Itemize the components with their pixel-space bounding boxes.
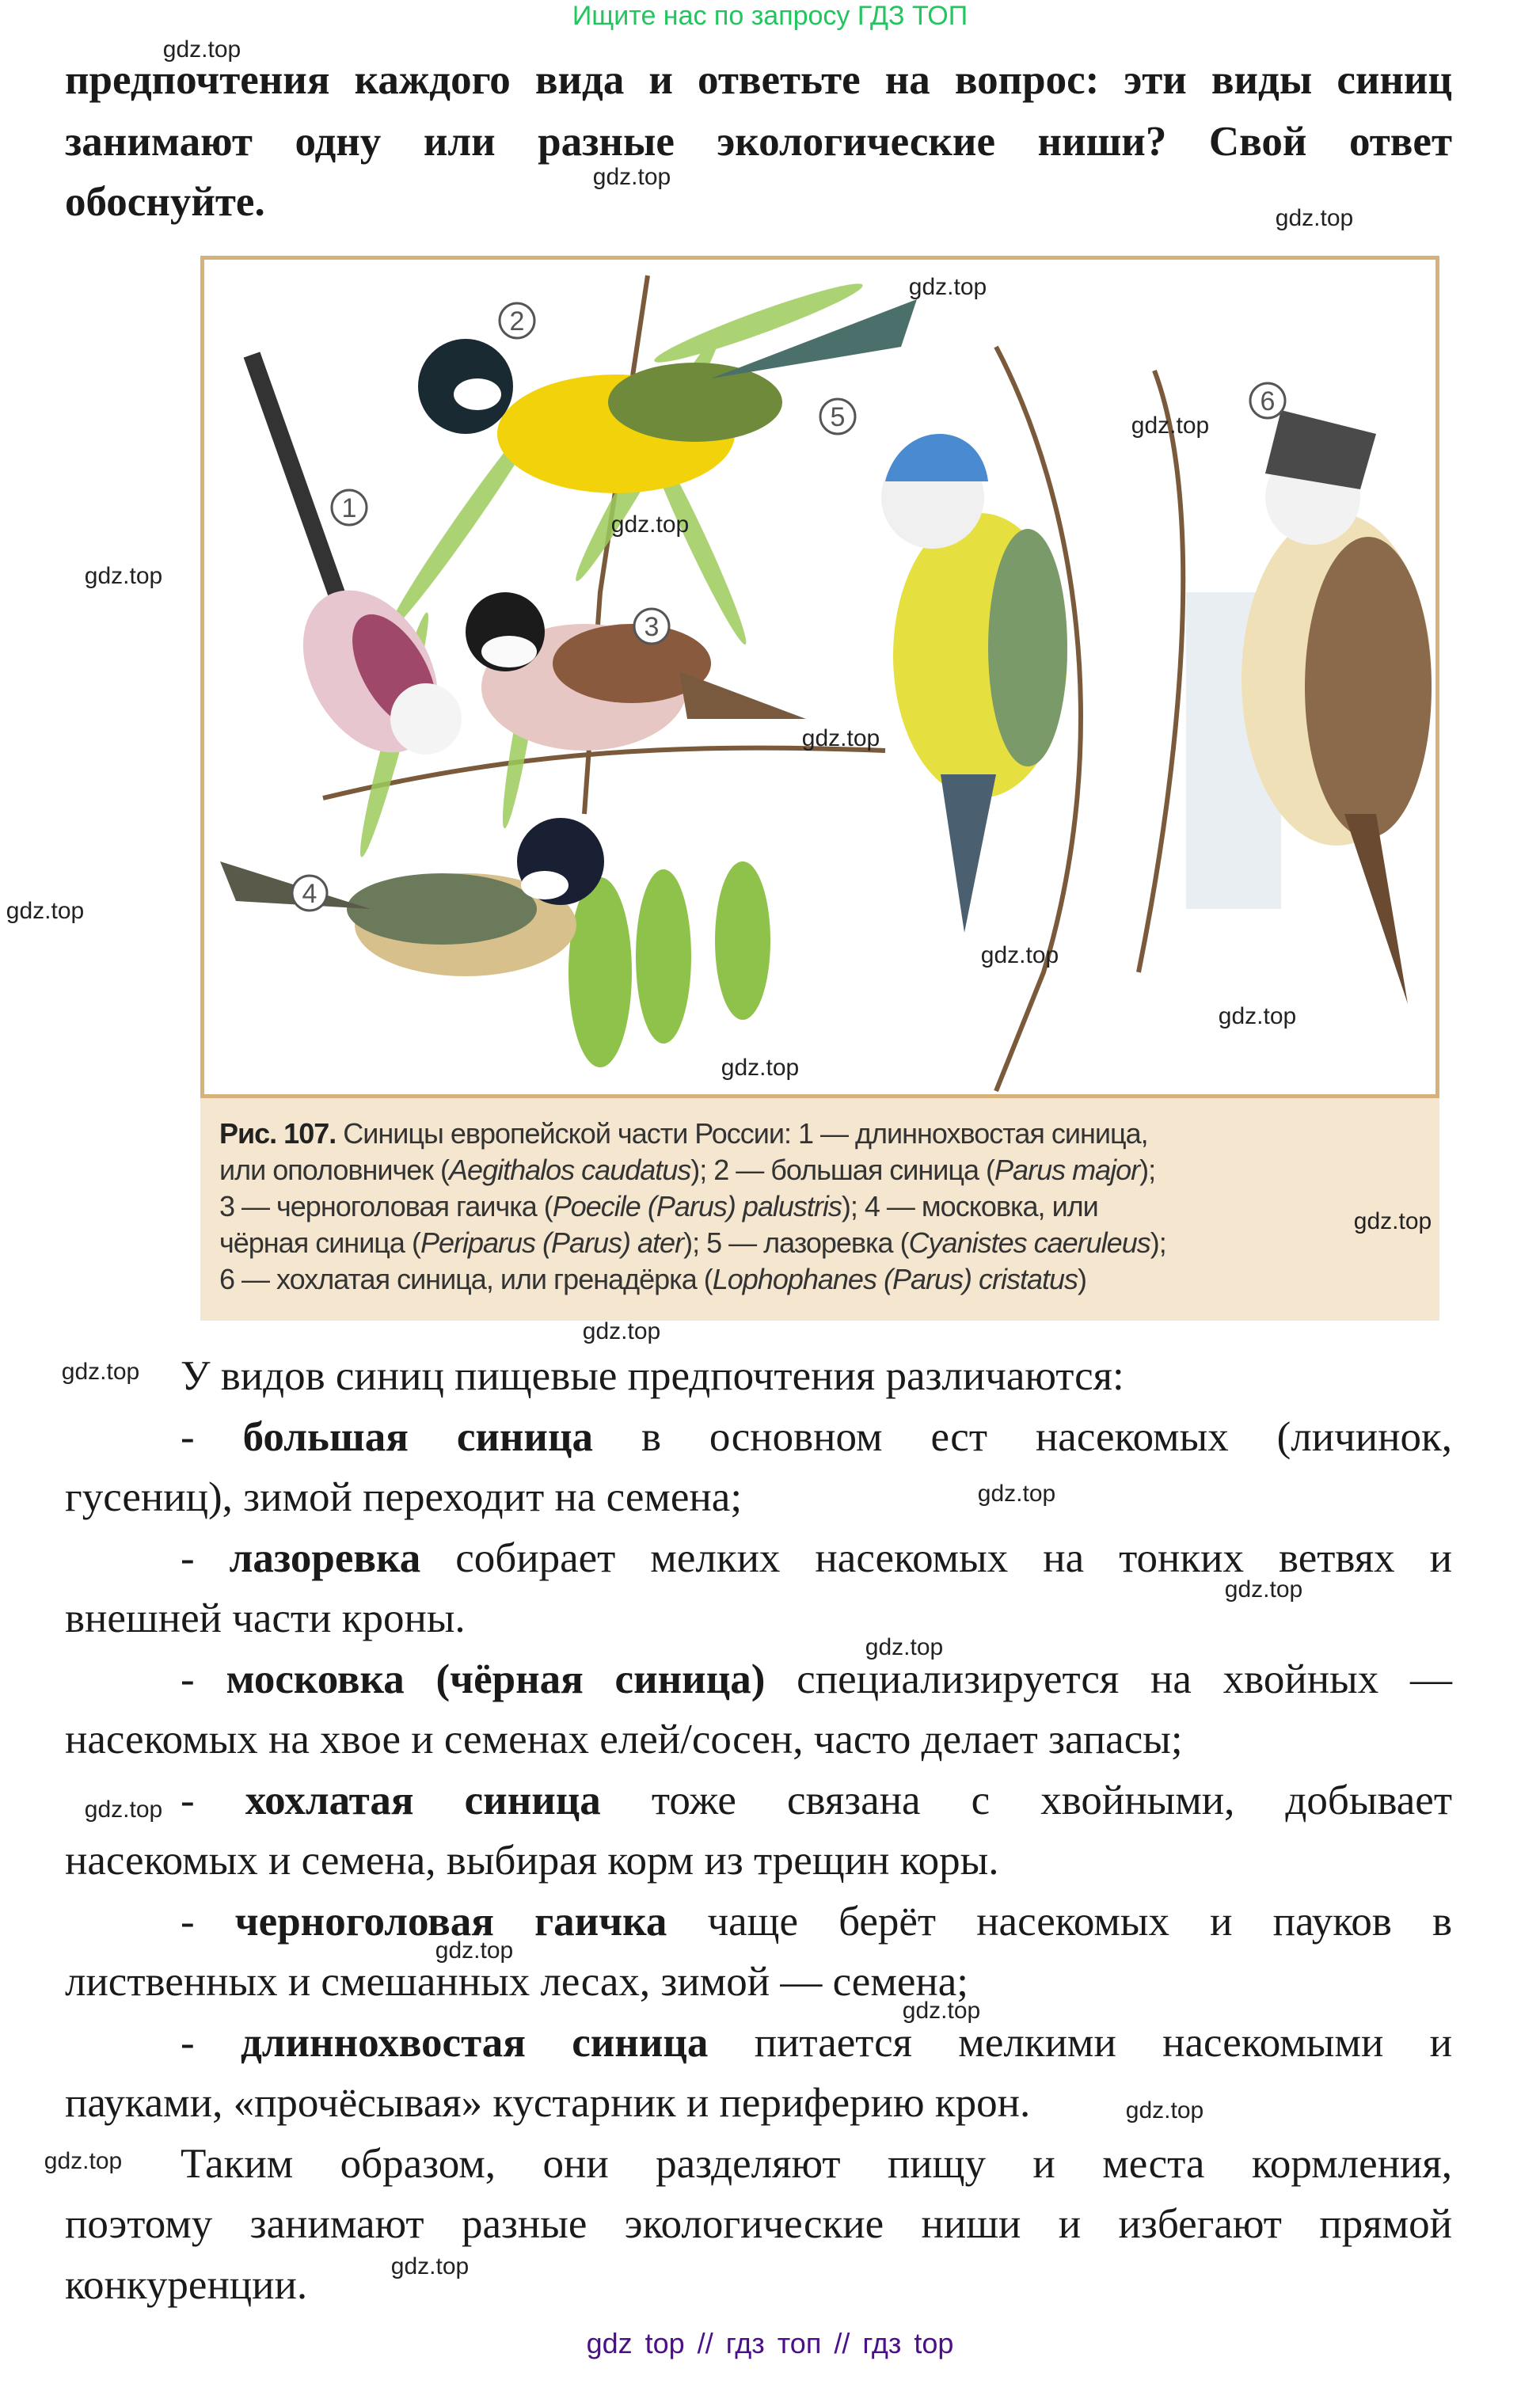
watermark-label: gdz.top xyxy=(980,942,1059,968)
bird-number-2: 2 xyxy=(509,306,525,336)
watermark-label: gdz.top xyxy=(582,1318,661,1344)
latin-name: Poecile (Parus) palustris xyxy=(552,1190,842,1222)
task-line: занимают одну или разные экологические ниши? Свой ответ xyxy=(65,119,1452,165)
text-segment: ); xyxy=(1139,1154,1156,1186)
text-segment: Синицы европейской части России: 1 — длиннохвостая синица, xyxy=(336,1117,1148,1150)
birds-drawing xyxy=(204,260,1435,1094)
watermark-label: gdz.top xyxy=(1224,1576,1303,1603)
caption-line xyxy=(219,1261,1420,1298)
answer-line xyxy=(65,1470,1452,1525)
bird-great-tit xyxy=(418,299,917,493)
answer-line xyxy=(65,1954,1452,2009)
text-segment: чаще берёт насекомых и пауков в xyxy=(667,1898,1453,1945)
answer-line xyxy=(65,2196,1452,2252)
text-segment: - xyxy=(181,2019,241,2066)
watermark-label: gdz.top xyxy=(84,1797,163,1823)
text-segment: питается мелкими насекомыми и xyxy=(708,2019,1452,2066)
text-segment: ); 4 — московка, или xyxy=(841,1190,1098,1222)
text-segment: ); xyxy=(1150,1226,1166,1259)
watermark-label: gdz.top xyxy=(1353,1208,1432,1234)
bird-number-5: 5 xyxy=(830,402,846,432)
answer-line xyxy=(65,2075,1452,2131)
watermark-label: gdz.top xyxy=(390,2253,470,2279)
latin-name: Parus major xyxy=(994,1154,1140,1186)
bold-term: хохлатая синица xyxy=(245,1777,601,1823)
answer-line xyxy=(65,1712,1452,1767)
text-segment: - xyxy=(181,1656,226,1702)
answer-line xyxy=(65,1833,1452,1888)
watermark-label: gdz.top xyxy=(908,274,987,300)
bird-blue-tit xyxy=(881,434,1067,933)
watermark-label: gdz.top xyxy=(721,1055,800,1081)
bold-term: лазоревка xyxy=(229,1534,421,1581)
text-segment: внешней части кроны. xyxy=(65,1595,466,1641)
search-hint-banner: Ищите нас по запросу ГДЗ ТОП xyxy=(572,1,968,31)
text-segment: поэтому занимают разные экологические ниши и избегают прямой xyxy=(65,2201,1452,2247)
task-line: предпочтения каждого вида и ответьте на вопрос: эти виды синиц xyxy=(65,57,1452,103)
caption-line xyxy=(219,1188,1420,1225)
figure-caption xyxy=(200,1098,1439,1321)
answer-line xyxy=(181,1409,1452,1465)
latin-name: Periparus (Parus) ater xyxy=(420,1226,684,1259)
text-segment: в основном ест насекомых (личинок, xyxy=(593,1413,1452,1460)
watermark-label: gdz.top xyxy=(435,1937,514,1964)
bird-number-6: 6 xyxy=(1260,386,1276,416)
footer-watermark: gdz top // гдз топ // гдз top xyxy=(586,2327,954,2359)
latin-name: Lophophanes (Parus) cristatus xyxy=(712,1263,1078,1295)
answer-line xyxy=(181,1348,1452,1404)
bird-crested-tit xyxy=(1186,410,1432,1004)
text-segment: ); 2 — большая синица ( xyxy=(690,1154,995,1186)
bird-coal-tit xyxy=(220,818,604,976)
task-line: обоснуйте. xyxy=(65,179,265,225)
bold-term: Рис. 107. xyxy=(219,1117,337,1150)
watermark-label: gdz.top xyxy=(162,36,241,63)
text-segment: - xyxy=(181,1534,230,1581)
answer-line xyxy=(181,2136,1452,2192)
text-segment: конкуренции. xyxy=(65,2261,308,2308)
text-segment: ); 5 — лазоревка ( xyxy=(683,1226,909,1259)
caption-line xyxy=(219,1225,1420,1261)
text-segment: тоже связана с хвойными, добывает xyxy=(600,1777,1452,1823)
latin-name: Aegithalos caudatus xyxy=(449,1154,691,1186)
watermark-label: gdz.top xyxy=(1125,2097,1204,2124)
caption-line xyxy=(219,1152,1420,1188)
watermark-label: gdz.top xyxy=(801,725,880,751)
text-segment: 3 — черноголовая гаичка ( xyxy=(219,1190,553,1222)
text-segment: чёрная синица ( xyxy=(219,1226,420,1259)
watermark-label: gdz.top xyxy=(592,164,671,190)
text-segment: У видов синиц пищевые предпочтения различаются: xyxy=(181,1353,1124,1399)
watermark-label: gdz.top xyxy=(902,1998,981,2024)
bird-marsh-tit xyxy=(466,592,806,751)
text-segment: - xyxy=(181,1777,245,1823)
bold-term: длиннохвостая синица xyxy=(240,2019,709,2066)
text-segment: или ополовничек ( xyxy=(219,1154,450,1186)
watermark-label: gdz.top xyxy=(6,898,85,924)
text-segment: - xyxy=(181,1898,235,1945)
text-segment: Таким образом, они разделяют пищу и места кормления, xyxy=(181,2140,1452,2187)
answer-line xyxy=(181,2015,1452,2070)
latin-name: Cyanistes caeruleus xyxy=(908,1226,1150,1259)
bird-number-3: 3 xyxy=(644,612,660,642)
bold-term: черноголовая гаичка xyxy=(234,1898,667,1945)
text-segment: ) xyxy=(1078,1263,1087,1295)
text-segment: собирает мелких насекомых на тонких ветвях и xyxy=(420,1534,1452,1581)
watermark-label: gdz.top xyxy=(1131,413,1210,439)
text-segment: гусениц), зимой переходит на семена; xyxy=(65,1474,743,1520)
text-segment: лиственных и смешанных лесах, зимой — семена; xyxy=(65,1959,969,2005)
tits-illustration xyxy=(200,256,1439,1098)
text-segment: специализируется на хвойных — xyxy=(765,1656,1452,1702)
text-segment: пауками, «прочёсывая» кустарник и периферию крон. xyxy=(65,2080,1031,2126)
text-segment: насекомых на хвое и семенах елей/сосен, часто делает запасы; xyxy=(65,1717,1183,1762)
caption-line xyxy=(219,1116,1420,1152)
answer-line xyxy=(181,1773,1452,1828)
answer-line xyxy=(181,1652,1452,1707)
text-segment: - xyxy=(181,1413,243,1460)
spruce-twigs xyxy=(568,861,770,1067)
text-segment: 6 — хохлатая синица, или гренадёрка ( xyxy=(219,1263,713,1295)
bold-term: московка (чёрная синица) xyxy=(226,1656,766,1702)
watermark-label: gdz.top xyxy=(977,1481,1056,1507)
bold-term: большая синица xyxy=(242,1413,593,1460)
watermark-label: gdz.top xyxy=(61,1359,140,1385)
answer-line xyxy=(65,2257,1452,2313)
text-segment: насекомых и семена, выбирая корм из трещин коры. xyxy=(65,1838,999,1884)
watermark-label: gdz.top xyxy=(1218,1003,1297,1029)
bird-number-4: 4 xyxy=(302,879,318,909)
answer-line xyxy=(181,1894,1452,1949)
watermark-label: gdz.top xyxy=(865,1634,944,1660)
watermark-label: gdz.top xyxy=(1275,205,1354,231)
watermark-label: gdz.top xyxy=(44,2148,123,2174)
watermark-label: gdz.top xyxy=(610,511,690,538)
bird-number-1: 1 xyxy=(341,493,357,523)
watermark-label: gdz.top xyxy=(84,563,163,589)
